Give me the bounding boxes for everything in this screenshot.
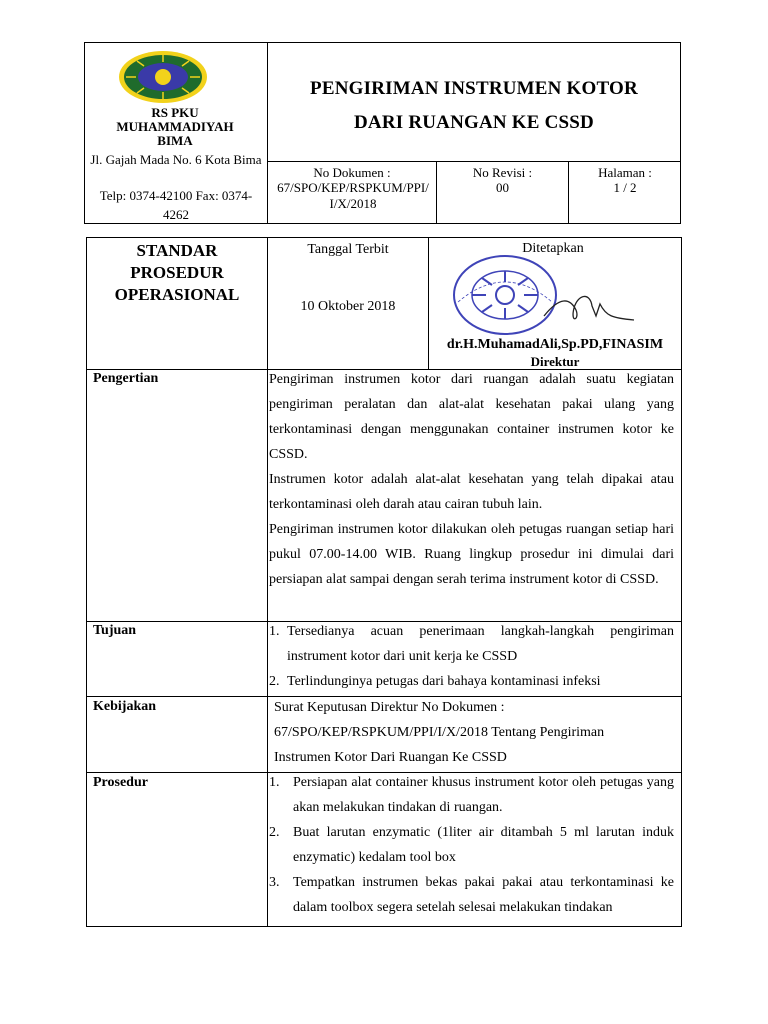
prosedur-list	[269, 770, 674, 920]
signer-title: Direktur	[530, 354, 580, 369]
list-text: Tempatkan instrumen bekas pakai pakai atau terkontaminasi ke dalam toolbox segera setelah selesai melakukan tindakan	[293, 875, 674, 915]
list-text: Buat larutan enzymatic (1liter air ditambah 5 ml larutan induk enzymatic) kedalam tool box	[293, 825, 674, 865]
org-address: Jl. Gajah Mada No. 6 Kota Bima	[90, 152, 262, 167]
page-label: Halaman :	[598, 165, 652, 180]
doc-number-label: No Dokumen :	[313, 165, 391, 180]
org-phone: Telp: 0374-42100 Fax: 0374-4262	[99, 188, 253, 222]
revision-label: No Revisi :	[472, 165, 533, 180]
list-item	[269, 669, 674, 694]
document-title-line1: PENGIRIMAN INSTRUMEN KOTOR	[310, 78, 638, 99]
pengertian-label: Pengertian	[93, 371, 159, 386]
issue-date-label: Tanggal Terbit	[307, 242, 389, 257]
list-text: Tersedianya acuan penerimaan langkah-langkah pengiriman instrument kotor dari unit kerja ke CSSD	[287, 624, 674, 664]
kebijakan-text: Surat Keputusan Direktur No Dokumen : 67/SPO/KEP/RSPKUM/PPI/I/X/2018 Tentang Pengiriman Instrumen Kotor Dari Ruangan Ke CSSD	[274, 700, 605, 765]
kebijakan-label: Kebijakan	[93, 699, 157, 714]
list-number: 2.	[269, 825, 280, 840]
pengertian-paragraph-3: Pengiriman instrumen kotor dilakukan oleh petugas ruangan setiap hari pukul 07.00-14.00 WIB. Ruang lingkup prosedur ini dimulai dari persiapan alat sampai dengan serah terima instrument kotor di CSSD.	[269, 522, 674, 587]
org-name: RS PKU MUHAMMADIYAH BIMA	[116, 105, 234, 148]
pengertian-paragraph-2: Instrumen kotor adalah alat-alat kesehatan yang telah dipakai atau terkontaminasi oleh darah atau cairan tubuh lain.	[269, 472, 674, 512]
list-item	[269, 770, 674, 820]
hospital-logo	[117, 49, 209, 105]
list-number: 1.	[269, 624, 280, 639]
list-number: 1.	[269, 775, 280, 790]
issue-date-value: 10 Oktober 2018	[300, 299, 396, 314]
doc-number-value: 67/SPO/KEP/RSPKUM/PPI/I/X/2018	[277, 180, 429, 211]
sop-col-divider	[267, 237, 268, 927]
prosedur-label: Prosedur	[93, 775, 148, 790]
page-value: 1 / 2	[613, 180, 637, 195]
list-item	[269, 870, 674, 920]
list-text: Persiapan alat container khusus instrument kotor oleh petugas yang akan melakukan tindakan di ruangan.	[293, 775, 674, 815]
revision-value: 00	[496, 180, 509, 195]
list-item	[269, 820, 674, 870]
list-number: 3.	[269, 875, 280, 890]
pengertian-body	[269, 367, 674, 592]
signer-name: dr.H.MuhamadAli,Sp.PD,FINASIM	[446, 337, 664, 352]
approved-label: Ditetapkan	[522, 241, 584, 256]
sop-title: STANDAR PROSEDUR OPERASIONAL	[114, 241, 240, 304]
pengertian-paragraph-1: Pengiriman instrumen kotor dari ruangan adalah suatu kegiatan pengiriman peralatan dan alat-alat kesehatan pakai ulang yang terkontaminasi dengan menggunakan container instrumen kotor ke CSSD.	[269, 372, 674, 462]
tujuan-list	[269, 619, 674, 694]
list-text: Terlindunginya petugas dari bahaya kontaminasi infeksi	[287, 674, 601, 689]
list-item	[269, 619, 674, 669]
signature	[540, 286, 640, 332]
tujuan-label: Tujuan	[93, 623, 137, 638]
document-title-line2: DARI RUANGAN KE CSSD	[354, 112, 594, 133]
list-number: 2.	[269, 674, 280, 689]
header-mid-line	[267, 161, 681, 162]
